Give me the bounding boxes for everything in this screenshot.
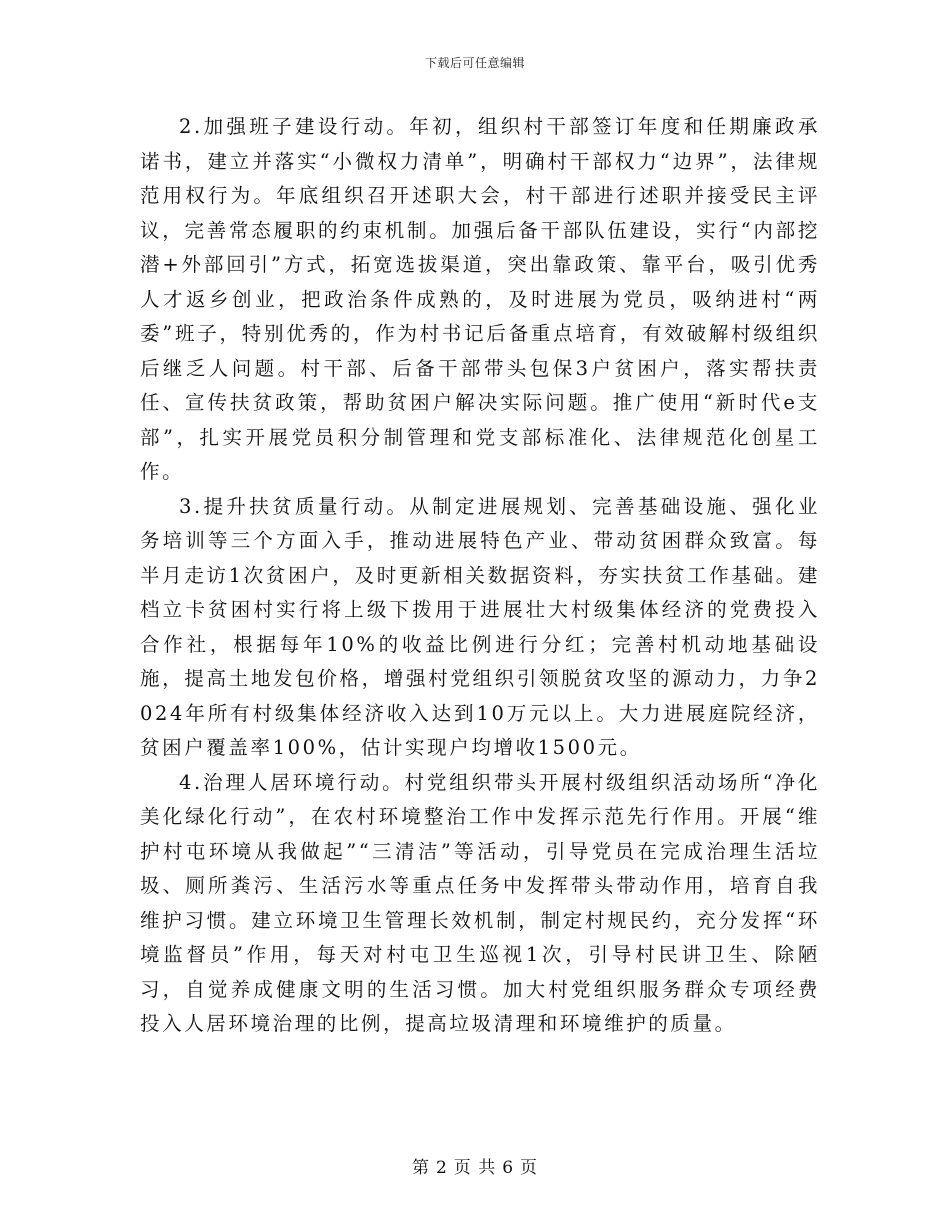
page-number: 2 — [435, 1158, 448, 1178]
paragraph-poverty-alleviation: 3.提升扶贫质量行动。从制定进展规划、完善基础设施、强化业务培训等三个方面入手，推动进展特色产业、带动贫困群众致富。每半月走访1次贫困户，及时更新相关数据资料，夯实扶贫工作基础。建档立卡贫困村实行将上级下拨用于进展壮大村级集体经济的党费投入合作社，根据每年10%的收益比例进行分红；完善村机动地基础设施，提高土地发包价格，增强村党组织引领脱贫攻坚的源动力，力争2024年所有村级集体经济收入达到10万元以上。大力进展庭院经济，贫困户覆盖率100%，估计实现户均增收1500元。 — [140, 494, 820, 759]
document-body — [140, 110, 820, 1042]
paragraph-living-environment: 4.治理人居环境行动。村党组织带头开展村级组织活动场所“净化美化绿化行动”，在农村环境整治工作中发挥示范先行作用。开展“维护村屯环境从我做起”“三清洁”等活动，引导党员在完成治理生活垃圾、厕所粪污、生活污水等重点任务中发挥带头带动作用，培育自我维护习惯。建立环境卫生管理长效机制，制定村规民约，充分发挥“环境监督员”作用，每天对村屯卫生巡视1次，引导村民讲卫生、除陋习，自觉养成健康文明的生活习惯。加大村党组织服务群众专项经费投入人居环境治理的比例，提高垃圾清理和环境维护的质量。 — [140, 770, 820, 1035]
paragraph-team-building: 2.加强班子建设行动。年初，组织村干部签订年度和任期廉政承诺书，建立并落实“小微权力清单”，明确村干部权力“边界”，法律规范用权行为。年底组织召开述职大会，村干部进行述职并接受民主评议，完善常态履职的约束机制。加强后备干部队伍建设，实行“内部挖潜+外部回引”方式，拓宽选拔渠道，突出靠政策、靠平台，吸引优秀人才返乡创业，把政治条件成熟的，及时进展为党员，吸纳进村“两委”班子，特别优秀的，作为村书记后备重点培育，有效破解村级组织后继乏人问题。村干部、后备干部带头包保3户贫困户，落实帮扶责任、宣传扶贫政策，帮助贫困户解决实际问题。推广使用“新时代e支部”，扎实开展党员积分制管理和党支部标准化、法律规范化创星工作。 — [140, 115, 820, 483]
footer-prefix: 第 — [411, 1158, 430, 1178]
page-footer — [0, 1153, 950, 1178]
footer-suffix: 页 — [520, 1158, 539, 1178]
page-header: 下载后可任意编辑 — [424, 56, 525, 70]
footer-middle: 页 共 — [453, 1158, 497, 1178]
total-pages: 6 — [502, 1158, 515, 1178]
